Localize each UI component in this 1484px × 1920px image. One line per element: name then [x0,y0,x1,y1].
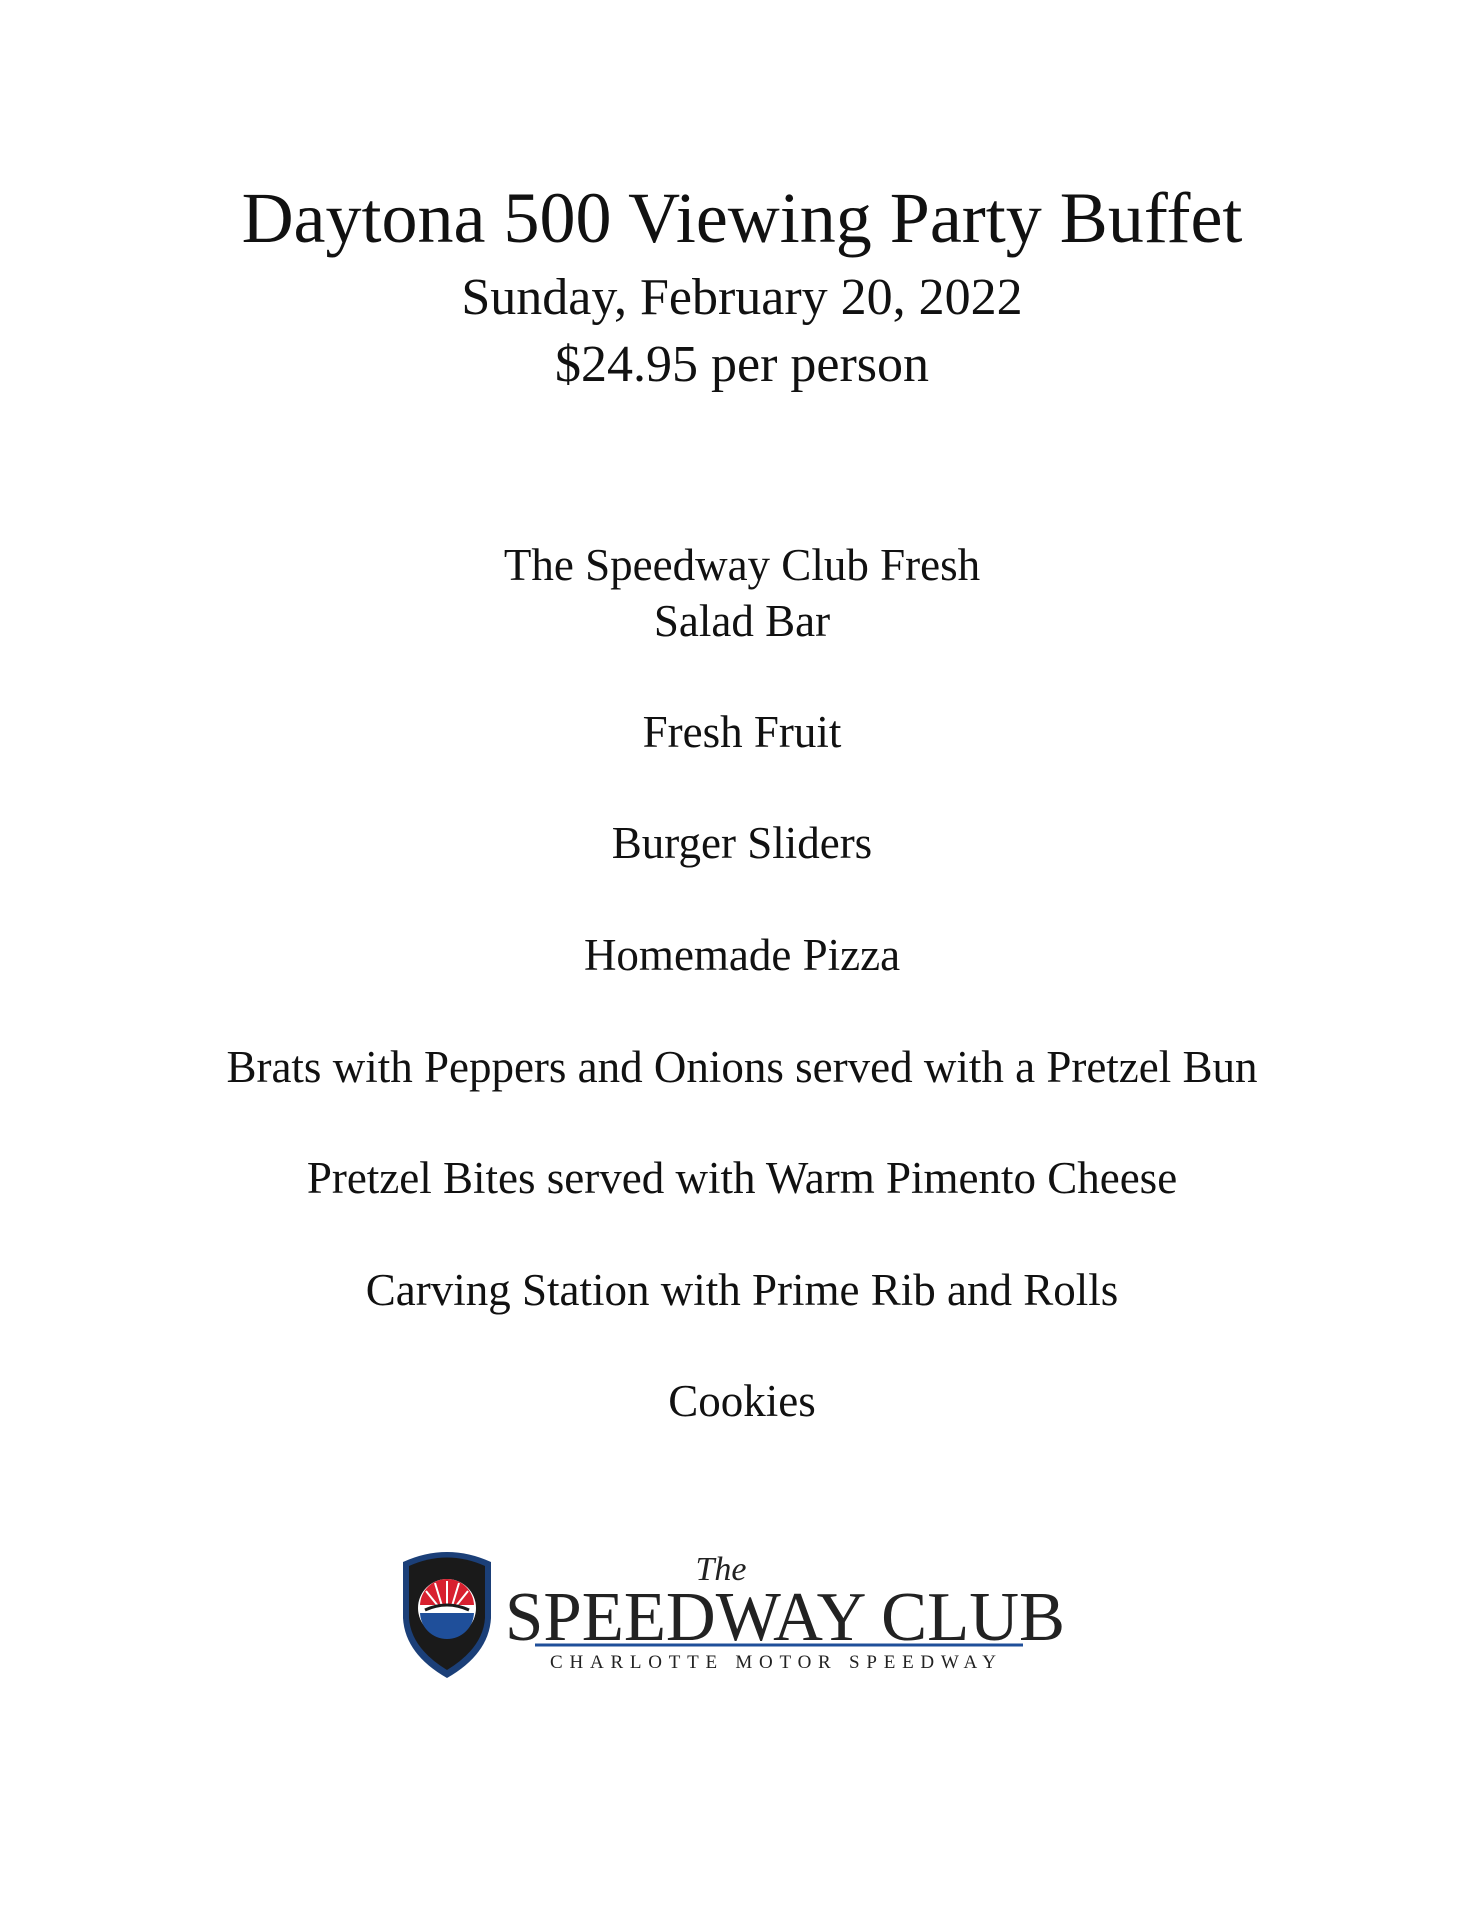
menu-item-pretzel-bites: Pretzel Bites served with Warm Pimento Cheese [306,1153,1178,1203]
event-date: Sunday, February 20, 2022 [461,269,1023,326]
logo-name: SPEEDWAY CLUB [505,1579,1065,1656]
speedway-club-logo-graphic [395,1540,1075,1680]
logo-tagline: CHARLOTTE MOTOR SPEEDWAY [550,1652,1000,1673]
menu-item-cookies: Cookies [668,1376,816,1426]
speedway-shield-icon [403,1552,491,1678]
menu-item-salad-bar: The Speedway Club Fresh Salad Bar [503,540,981,646]
menu-item-fresh-fruit: Fresh Fruit [642,707,842,757]
logo-the: The [695,1551,747,1588]
page-title: Daytona 500 Viewing Party Buffet [241,178,1243,258]
price-per-person: $24.95 per person [554,336,930,393]
menu-item-burger-sliders: Burger Sliders [611,818,873,868]
menu-item-brats: Brats with Peppers and Onions served with a Pretzel Bun [226,1042,1258,1092]
menu-item-homemade-pizza: Homemade Pizza [583,930,901,980]
menu-item-carving-station: Carving Station with Prime Rib and Rolls [365,1265,1119,1315]
speedway-club-logo [395,1540,1075,1680]
